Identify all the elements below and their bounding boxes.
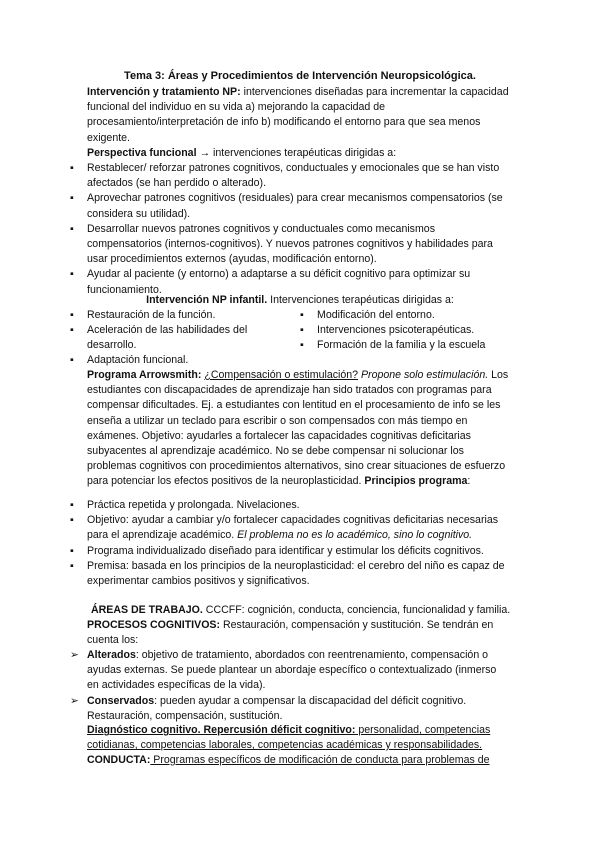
bullet-icon: ▪ xyxy=(300,324,304,337)
list-item: ▪ Aprovechar patrones cognitivos (residuales) para crear mecanismos compensatorios (se considera su utilidad). xyxy=(70,192,503,220)
bullet-icon: ▪ xyxy=(70,309,74,321)
procesos-paragraph xyxy=(87,618,512,648)
arrowsmith-heading: Programa Arrowsmith: xyxy=(87,369,202,381)
list-item: ▪ Desarrollar nuevos patrones cognitivos y conductuales como mecanismos compensatorios (internos-cognitivos). Y nuevos patrones cognitivos y habilidades para usar procedimientos externos (ayudas, modificación entorno). xyxy=(70,222,493,266)
list-item: ▪ Intervenciones psicoterapéuticas. xyxy=(300,323,510,338)
bullet-icon: ▪ xyxy=(70,268,74,281)
bullet-icon: ▪ xyxy=(70,162,74,174)
bullet-icon: ▪ xyxy=(70,324,74,337)
arrow-bullet-icon: ➢ xyxy=(70,694,79,707)
bullet-icon: ▪ xyxy=(70,222,74,235)
perspectiva-text: intervenciones terapéuticas dirigidas a: xyxy=(213,147,397,159)
list-item: ▪ Ayudar al paciente (y entorno) a adaptarse a su déficit cognitivo para optimizar su funcionamiento. xyxy=(70,268,471,296)
procesos-list xyxy=(70,648,510,724)
principios-heading: Principios programa xyxy=(364,475,468,488)
infantil-heading-line xyxy=(70,293,530,308)
list-item: ▪ Programa individualizado diseñado para identificar y estimular los déficits cognitivos. xyxy=(70,544,510,559)
list-item: ▪ Modificación del entorno. xyxy=(300,308,510,323)
perspectiva-heading-line xyxy=(87,146,507,161)
list-item: ▪ Formación de la familia y la escuela xyxy=(300,338,510,353)
procesos-text: Restauración, compensación y sustitución. Se tendrán en cuenta los: xyxy=(87,619,494,647)
arrow-bullet-icon: ➢ xyxy=(70,649,79,661)
bullet-icon: ▪ xyxy=(70,499,74,511)
list-item: ▪ Objetivo: ayudar a cambiar y/o fortalecer capacidades cognitivas deficitarias necesarias para el aprendizaje académico. El problema no es lo académico, sino lo cognitivo. xyxy=(70,514,499,542)
infantil-col-right xyxy=(300,308,510,354)
conducta-heading: CONDUCTA: xyxy=(87,754,151,766)
conducta-text: Programas específicos de modificación de conducta para problemas de xyxy=(150,754,490,766)
list-item: ▪ Premisa: basada en los principios de la neuroplasticidad: el cerebro del niño es capaz de experimentar cambios positivos y significativos. xyxy=(70,559,505,588)
infantil-heading: Intervención NP infantil. xyxy=(146,294,268,306)
arrowsmith-question: ¿Compensación o estimulación? xyxy=(204,369,359,381)
arrowsmith-propone: Propone solo estimulación. xyxy=(358,369,489,381)
areas-line xyxy=(91,603,521,618)
bullet-icon: ▪ xyxy=(70,192,74,205)
page-title: Tema 3: Áreas y Procedimientos de Intervención Neuropsicológica. xyxy=(124,70,476,82)
list-item: ▪ Aceleración de las habilidades del desarrollo. xyxy=(70,324,248,352)
perspectiva-list xyxy=(70,161,510,298)
arrowsmith-list xyxy=(70,498,510,589)
infantil-last-list xyxy=(70,353,510,368)
arrowsmith-italic-note: El problema no es lo académico, sino lo cognitivo. xyxy=(237,529,473,542)
perspectiva-heading: Perspectiva funcional → xyxy=(87,147,213,159)
list-item: ▪ Adaptación funcional. xyxy=(70,353,510,368)
diagnostico-paragraph xyxy=(87,723,512,753)
bullet-icon: ▪ xyxy=(70,559,74,572)
bullet-icon: ▪ xyxy=(70,544,74,557)
list-item: ▪ Restauración de la función. xyxy=(70,308,285,323)
intro-heading: Intervención y tratamiento NP: xyxy=(87,86,241,98)
infantil-text: Intervenciones terapéuticas dirigidas a: xyxy=(267,294,454,306)
bullet-icon: ▪ xyxy=(70,514,74,527)
list-item: ▪ Restablecer/ reforzar patrones cognitivos, conductuales y emocionales que se han visto afectados (se han perdido o alterado). xyxy=(70,162,500,190)
diagnostico-text: personalidad, competencias cotidianas, competencias laborales, competencias académicas y responsabilidades. xyxy=(87,724,491,752)
bullet-icon: ▪ xyxy=(300,309,304,321)
list-item: ➢ Conservados: pueden ayudar a compensar la discapacidad del déficit cognitivo. Restauración, compensación, sustitución. xyxy=(70,694,467,722)
areas-text: CCCFF: cognición, conducta, conciencia, funcionalidad y familia. xyxy=(202,604,511,616)
diagnostico-heading: Diagnóstico cognitivo. Repercusión déficit cognitivo: xyxy=(87,724,356,736)
intro-text: intervenciones diseñadas para incrementar la capacidad funcional del individuo en su vida a) mejorando la capacidad de procesamiento/interpretación de info b) modificando el entorno para que sea menos exigente. xyxy=(87,86,509,144)
bullet-icon: ▪ xyxy=(300,339,304,352)
list-item: ▪ Práctica repetida y prolongada. Nivelaciones. xyxy=(70,498,510,513)
procesos-heading: PROCESOS COGNITIVOS: xyxy=(87,619,221,631)
list-item: ➢ Alterados: objetivo de tratamiento, abordados con reentrenamiento, compensación o ayudas externas. Se puede plantear un abordaje específico o contextualizado (inmerso en actividades específicas de la vida). xyxy=(70,649,497,692)
bullet-icon: ▪ xyxy=(70,354,74,366)
conducta-line xyxy=(87,753,517,768)
areas-heading: ÁREAS DE TRABAJO. xyxy=(91,604,203,616)
arrowsmith-text: Los estudiantes con discapacidades de aprendizaje han sido tratados con programas para compensar dificultades. Ej. a estudiantes con lentitud en el procesamiento de info se les enseña a utilizar un teclado para escribir o son compensados con más tiempo en exámenes. Objetivo: ayudarles a fortalecer las capacidades cognitivas deficitarias subyacentes al aprendizaje académico. No se debe compensar ni solucionar los problemas cognitivos con procedimientos alternativos, sino crear situaciones de esfuerzo para potenciar los efectos positivos de la neuroplasticidad. xyxy=(87,369,509,488)
intro-paragraph xyxy=(87,85,512,146)
arrowsmith-paragraph: Programa Arrowsmith: ¿Compensación o estimulación? Propone solo estimulación. Los estudiantes con discapacidades de aprendizaje han sido tratados con programas para compensar dificultades. Ej. a estudiantes con lentitud en el procesamiento de info se les enseña a utilizar un teclado para escribir o son compensados con más tiempo en exámenes. Objetivo: ayudarles a fortalecer las capacidades cognitivas deficitarias subyacentes al aprendizaje académico. No se debe compensar ni solucionar los problemas cognitivos con procedimientos alternativos, sino crear situaciones de esfuerzo para potenciar los efectos positivos de la neuroplasticidad. Principios programa: xyxy=(87,369,509,488)
infantil-col-left xyxy=(70,308,285,354)
